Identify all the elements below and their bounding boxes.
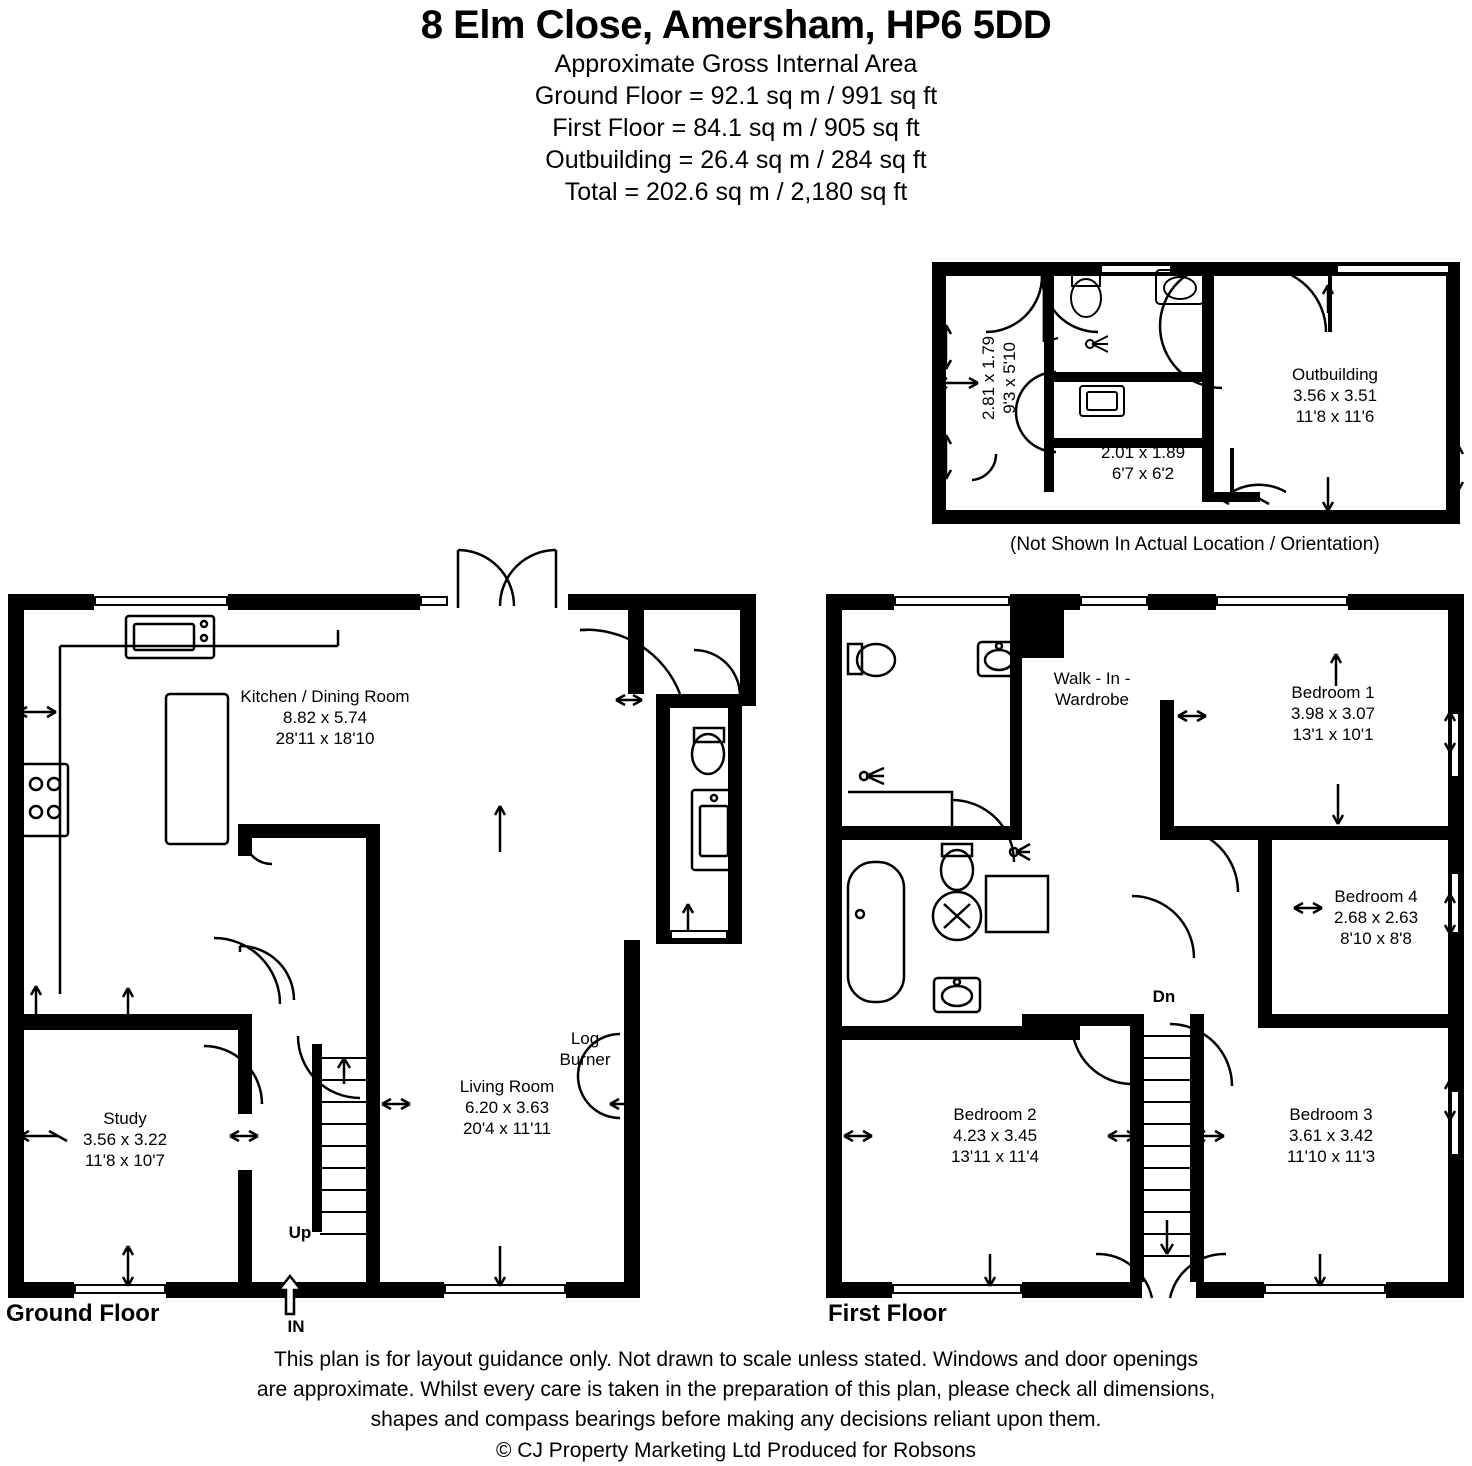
first-floor-title: First Floor — [828, 1300, 947, 1327]
ff-stairs-down-label: Dn — [1152, 987, 1176, 1006]
copyright: © CJ Property Marketing Ltd Produced for Robsons — [495, 1439, 977, 1462]
ff-wardrobe-label: Walk - In - Wardrobe — [1053, 669, 1131, 709]
area-heading: Approximate Gross Internal Area — [554, 50, 918, 78]
gf-stairs-up-label: Up — [288, 1223, 312, 1242]
area-outbuilding: Outbuilding = 26.4 sq m / 284 sq ft — [545, 146, 927, 174]
disclaimer — [0, 1345, 1472, 1466]
disclaimer-line-2: are approximate. Whilst every care is taken in the preparation of this plan, please check all dimensions, — [256, 1378, 1216, 1401]
gf-entrance-arrow — [278, 1276, 302, 1314]
ff-bedroom-4-label: Bedroom 4 2.68 x 2.63 8'10 x 8'8 — [1333, 887, 1419, 948]
page-title: 8 Elm Close, Amersham, HP6 5DD — [420, 3, 1052, 47]
ff-bedroom-1-label: Bedroom 1 3.98 x 3.07 13'1 x 10'1 — [1290, 683, 1376, 744]
disclaimer-line-1: This plan is for layout guidance only. Not drawn to scale unless stated. Windows and door openings — [273, 1348, 1199, 1371]
outbuilding-room-3-label: 2.01 x 1.89 6'7 x 6'2 — [1100, 443, 1186, 483]
gf-study-label: Study 3.56 x 3.22 11'8 x 10'7 — [82, 1109, 168, 1170]
header — [0, 0, 1472, 208]
gf-log-burner-label: Log Burner — [559, 1029, 611, 1069]
gf-entrance-label: IN — [287, 1317, 305, 1336]
outbuilding-room-2-dimensions: 2.81 x 1.79 9'3 x 5'10 — [979, 335, 1019, 420]
outbuilding-room-1-label: Outbuilding 3.56 x 3.51 11'8 x 11'6 — [1291, 365, 1378, 426]
area-ground-floor: Ground Floor = 92.1 sq m / 991 sq ft — [534, 82, 938, 110]
ff-bedroom-2-label: Bedroom 2 4.23 x 3.45 13'11 x 11'4 — [950, 1105, 1040, 1166]
ground-floor-title: Ground Floor — [6, 1300, 160, 1327]
disclaimer-line-3: shapes and compass bearings before making any decisions reliant upon them. — [370, 1408, 1102, 1431]
gf-living-room-label: Living Room 6.20 x 3.63 20'4 x 11'11 — [459, 1077, 555, 1138]
outbuilding-orientation-note: (Not Shown In Actual Location / Orientation) — [1010, 534, 1380, 555]
area-first-floor: First Floor = 84.1 sq m / 905 sq ft — [552, 114, 920, 142]
area-total: Total = 202.6 sq m / 2,180 sq ft — [564, 178, 908, 206]
ff-bedroom-3-label: Bedroom 3 3.61 x 3.42 11'10 x 11'3 — [1286, 1105, 1376, 1166]
gf-kitchen-label: Kitchen / Dining Room 8.82 x 5.74 28'11 x 18'10 — [240, 687, 410, 748]
